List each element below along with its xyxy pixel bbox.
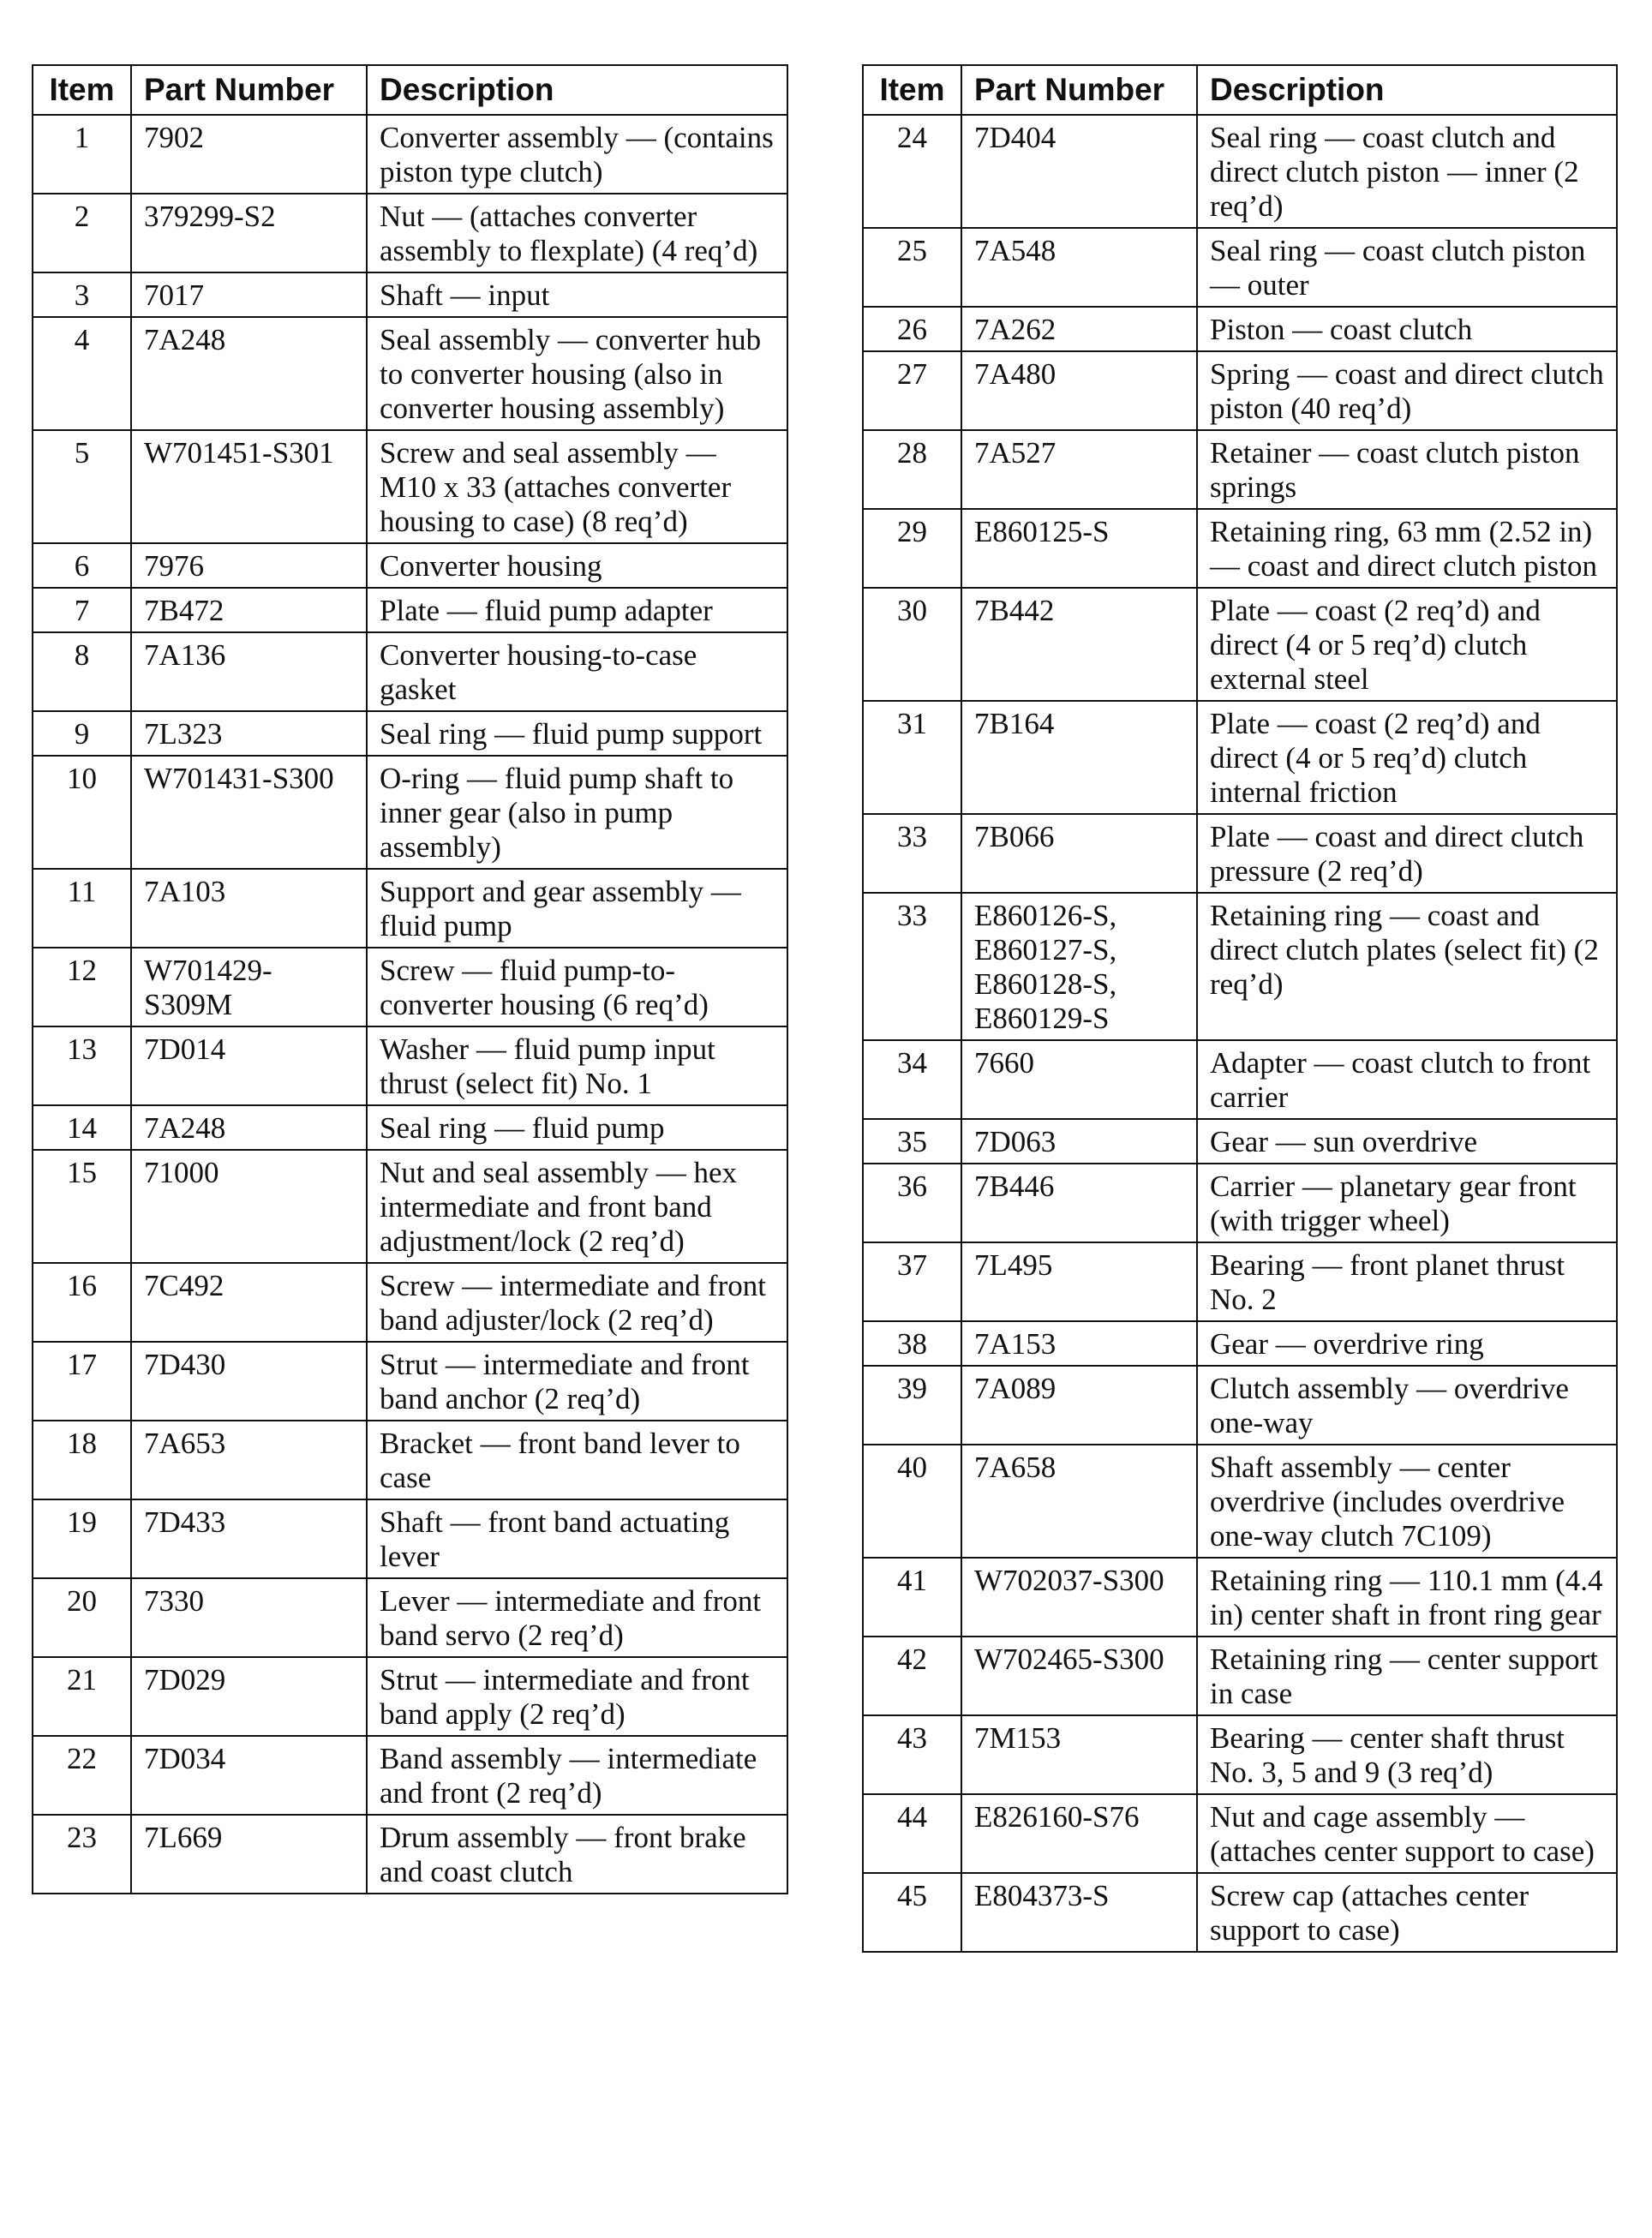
table-row (33, 1263, 787, 1342)
table-row (863, 588, 1617, 701)
item-number-cell: 33 (863, 814, 961, 893)
part-number-cell: 7B472 (131, 588, 367, 632)
table-row (33, 869, 787, 948)
part-number-cell: 7A248 (131, 1105, 367, 1150)
item-number-cell: 41 (863, 1558, 961, 1637)
description-cell: Seal ring — coast clutch and direct clutch piston — inner (2 req’d) (1197, 115, 1617, 228)
part-number-cell: 7B066 (961, 814, 1197, 893)
part-number-cell: 7D404 (961, 115, 1197, 228)
description-cell: Retaining ring — 110.1 mm (4.4 in) center shaft in front ring gear (1197, 1558, 1617, 1637)
description-cell: Seal assembly — converter hub to converter housing (also in converter housing assembly) (367, 317, 787, 430)
item-number-cell: 22 (33, 1736, 131, 1815)
item-number-cell: 10 (33, 756, 131, 869)
part-number-cell: 7D029 (131, 1657, 367, 1736)
description-cell: Plate — coast and direct clutch pressure (2 req’d) (1197, 814, 1617, 893)
item-number-cell: 27 (863, 351, 961, 430)
description-cell: Converter housing (367, 543, 787, 588)
part-number-cell: 379299-S2 (131, 194, 367, 272)
table-row (863, 893, 1617, 1040)
table-row (863, 1637, 1617, 1715)
table-row (863, 115, 1617, 228)
item-number-cell: 44 (863, 1794, 961, 1873)
part-number-cell: 7A653 (131, 1421, 367, 1499)
description-cell: Shaft — input (367, 272, 787, 317)
description-cell: Strut — intermediate and front band apply (2 req’d) (367, 1657, 787, 1736)
description-cell: Nut and cage assembly — (attaches center support to case) (1197, 1794, 1617, 1873)
item-number-cell: 45 (863, 1873, 961, 1952)
part-number-cell: 7B442 (961, 588, 1197, 701)
item-number-cell: 38 (863, 1321, 961, 1366)
part-number-cell: 7017 (131, 272, 367, 317)
table-row (33, 115, 787, 194)
item-number-cell: 15 (33, 1150, 131, 1263)
description-cell: Clutch assembly — overdrive one-way (1197, 1366, 1617, 1445)
item-number-cell: 29 (863, 509, 961, 588)
part-number-cell: 7A248 (131, 317, 367, 430)
part-number-cell: 7A136 (131, 632, 367, 711)
table-row (863, 1366, 1617, 1445)
table-row (863, 1445, 1617, 1558)
item-number-cell: 16 (33, 1263, 131, 1342)
table-row (33, 317, 787, 430)
item-number-cell: 33 (863, 893, 961, 1040)
description-cell: Plate — fluid pump adapter (367, 588, 787, 632)
table-row (33, 1342, 787, 1421)
item-number-cell: 25 (863, 228, 961, 307)
item-number-cell: 23 (33, 1815, 131, 1894)
table-row (33, 1578, 787, 1657)
item-number-cell: 28 (863, 430, 961, 509)
part-number-cell: 71000 (131, 1150, 367, 1263)
table-row (863, 228, 1617, 307)
item-column-header: Item (863, 65, 961, 115)
table-row (33, 430, 787, 543)
table-row (863, 1242, 1617, 1321)
item-number-cell: 39 (863, 1366, 961, 1445)
table-row (33, 543, 787, 588)
description-cell: Bearing — center shaft thrust No. 3, 5 and 9 (3 req’d) (1197, 1715, 1617, 1794)
description-cell: Seal ring — fluid pump support (367, 711, 787, 756)
part-number-cell: 7L669 (131, 1815, 367, 1894)
table-row (863, 307, 1617, 351)
parts-table-right (862, 64, 1618, 1953)
description-cell: Drum assembly — front brake and coast clutch (367, 1815, 787, 1894)
item-number-cell: 17 (33, 1342, 131, 1421)
item-number-cell: 8 (33, 632, 131, 711)
description-cell: O-ring — fluid pump shaft to inner gear (also in pump assembly) (367, 756, 787, 869)
part-number-cell: 7M153 (961, 1715, 1197, 1794)
table-row (33, 588, 787, 632)
item-number-cell: 6 (33, 543, 131, 588)
item-number-cell: 34 (863, 1040, 961, 1119)
description-column-header: Description (367, 65, 787, 115)
table-row (863, 1873, 1617, 1952)
table-row (33, 1421, 787, 1499)
header-row (33, 65, 787, 115)
part-number-cell: W701451-S301 (131, 430, 367, 543)
part-number-column-header: Part Number (961, 65, 1197, 115)
table-row (863, 1119, 1617, 1164)
part-number-cell: 7660 (961, 1040, 1197, 1119)
item-number-cell: 3 (33, 272, 131, 317)
description-cell: Screw and seal assembly — M10 x 33 (attaches converter housing to case) (8 req’d) (367, 430, 787, 543)
table-row (33, 194, 787, 272)
item-number-cell: 30 (863, 588, 961, 701)
description-cell: Screw cap (attaches center support to case) (1197, 1873, 1617, 1952)
item-number-cell: 4 (33, 317, 131, 430)
description-cell: Nut — (attaches converter assembly to flexplate) (4 req’d) (367, 194, 787, 272)
table-row (863, 1040, 1617, 1119)
table-row (33, 1026, 787, 1105)
description-cell: Converter housing-to-case gasket (367, 632, 787, 711)
table-row (33, 948, 787, 1026)
description-cell: Shaft assembly — center overdrive (includes overdrive one-way clutch 7C109) (1197, 1445, 1617, 1558)
item-number-cell: 36 (863, 1164, 961, 1242)
description-column-header: Description (1197, 65, 1617, 115)
table-row (863, 814, 1617, 893)
item-number-cell: 43 (863, 1715, 961, 1794)
description-cell: Shaft — front band actuating lever (367, 1499, 787, 1578)
part-number-cell: 7D034 (131, 1736, 367, 1815)
description-cell: Carrier — planetary gear front (with trigger wheel) (1197, 1164, 1617, 1242)
item-number-cell: 24 (863, 115, 961, 228)
part-number-cell: 7976 (131, 543, 367, 588)
part-number-cell: 7A103 (131, 869, 367, 948)
item-number-cell: 18 (33, 1421, 131, 1499)
table-row (33, 1105, 787, 1150)
part-number-cell: W701429- S309M (131, 948, 367, 1026)
description-cell: Spring — coast and direct clutch piston (40 req’d) (1197, 351, 1617, 430)
part-number-cell: 7A658 (961, 1445, 1197, 1558)
item-column-header: Item (33, 65, 131, 115)
item-number-cell: 21 (33, 1657, 131, 1736)
description-cell: Retaining ring — coast and direct clutch plates (select fit) (2 req’d) (1197, 893, 1617, 1040)
part-number-cell: 7D063 (961, 1119, 1197, 1164)
description-cell: Seal ring — coast clutch piston — outer (1197, 228, 1617, 307)
part-number-cell: W702465-S300 (961, 1637, 1197, 1715)
item-number-cell: 20 (33, 1578, 131, 1657)
part-number-cell: 7330 (131, 1578, 367, 1657)
part-number-cell: E860125-S (961, 509, 1197, 588)
description-cell: Seal ring — fluid pump (367, 1105, 787, 1150)
part-number-cell: W702037-S300 (961, 1558, 1197, 1637)
table-row (863, 351, 1617, 430)
part-number-cell: 7D433 (131, 1499, 367, 1578)
description-cell: Washer — fluid pump input thrust (select fit) No. 1 (367, 1026, 787, 1105)
description-cell: Retainer — coast clutch piston springs (1197, 430, 1617, 509)
part-number-cell: W701431-S300 (131, 756, 367, 869)
part-number-cell: 7A153 (961, 1321, 1197, 1366)
table-row (33, 1499, 787, 1578)
item-number-cell: 35 (863, 1119, 961, 1164)
table-row (33, 632, 787, 711)
part-number-cell: 7A548 (961, 228, 1197, 307)
description-cell: Gear — overdrive ring (1197, 1321, 1617, 1366)
table-row (863, 509, 1617, 588)
description-cell: Nut and seal assembly — hex intermediate and front band adjustment/lock (2 req’d) (367, 1150, 787, 1263)
part-number-cell: 7A480 (961, 351, 1197, 430)
part-number-cell: E804373-S (961, 1873, 1197, 1952)
description-cell: Strut — intermediate and front band anchor (2 req’d) (367, 1342, 787, 1421)
part-number-column-header: Part Number (131, 65, 367, 115)
item-number-cell: 26 (863, 307, 961, 351)
item-number-cell: 31 (863, 701, 961, 814)
item-number-cell: 14 (33, 1105, 131, 1150)
item-number-cell: 19 (33, 1499, 131, 1578)
part-number-cell: E826160-S76 (961, 1794, 1197, 1873)
table-row (863, 1715, 1617, 1794)
description-cell: Piston — coast clutch (1197, 307, 1617, 351)
part-number-cell: 7D014 (131, 1026, 367, 1105)
description-cell: Retaining ring, 63 mm (2.52 in) — coast and direct clutch piston (1197, 509, 1617, 588)
header-row (863, 65, 1617, 115)
item-number-cell: 11 (33, 869, 131, 948)
part-number-cell: E860126-S, E860127-S, E860128-S, E860129-S (961, 893, 1197, 1040)
parts-table-left (32, 64, 788, 1894)
description-cell: Converter assembly — (contains piston type clutch) (367, 115, 787, 194)
description-cell: Band assembly — intermediate and front (2 req’d) (367, 1736, 787, 1815)
table-row (33, 272, 787, 317)
description-cell: Adapter — coast clutch to front carrier (1197, 1040, 1617, 1119)
description-cell: Bearing — front planet thrust No. 2 (1197, 1242, 1617, 1321)
description-cell: Support and gear assembly — fluid pump (367, 869, 787, 948)
description-cell: Bracket — front band lever to case (367, 1421, 787, 1499)
part-number-cell: 7D430 (131, 1342, 367, 1421)
table-row (863, 1164, 1617, 1242)
item-number-cell: 1 (33, 115, 131, 194)
part-number-cell: 7A262 (961, 307, 1197, 351)
description-cell: Lever — intermediate and front band servo (2 req’d) (367, 1578, 787, 1657)
table-row (33, 1815, 787, 1894)
table-row (863, 1321, 1617, 1366)
table-row (863, 1794, 1617, 1873)
table-row (33, 1736, 787, 1815)
description-cell: Gear — sun overdrive (1197, 1119, 1617, 1164)
table-row (33, 1150, 787, 1263)
description-cell: Screw — intermediate and front band adjuster/lock (2 req’d) (367, 1263, 787, 1342)
description-cell: Screw — fluid pump-to-converter housing (6 req’d) (367, 948, 787, 1026)
item-number-cell: 12 (33, 948, 131, 1026)
item-number-cell: 42 (863, 1637, 961, 1715)
part-number-cell: 7902 (131, 115, 367, 194)
item-number-cell: 37 (863, 1242, 961, 1321)
part-number-cell: 7C492 (131, 1263, 367, 1342)
part-number-cell: 7A527 (961, 430, 1197, 509)
part-number-cell: 7B446 (961, 1164, 1197, 1242)
part-number-cell: 7B164 (961, 701, 1197, 814)
item-number-cell: 2 (33, 194, 131, 272)
table-row (863, 1558, 1617, 1637)
part-number-cell: 7L323 (131, 711, 367, 756)
item-number-cell: 9 (33, 711, 131, 756)
item-number-cell: 5 (33, 430, 131, 543)
item-number-cell: 40 (863, 1445, 961, 1558)
table-row (33, 711, 787, 756)
description-cell: Plate — coast (2 req’d) and direct (4 or 5 req’d) clutch internal friction (1197, 701, 1617, 814)
table-row (863, 701, 1617, 814)
item-number-cell: 7 (33, 588, 131, 632)
table-row (33, 756, 787, 869)
table-row (33, 1657, 787, 1736)
part-number-cell: 7A089 (961, 1366, 1197, 1445)
part-number-cell: 7L495 (961, 1242, 1197, 1321)
description-cell: Retaining ring — center support in case (1197, 1637, 1617, 1715)
item-number-cell: 13 (33, 1026, 131, 1105)
description-cell: Plate — coast (2 req’d) and direct (4 or 5 req’d) clutch external steel (1197, 588, 1617, 701)
table-row (863, 430, 1617, 509)
